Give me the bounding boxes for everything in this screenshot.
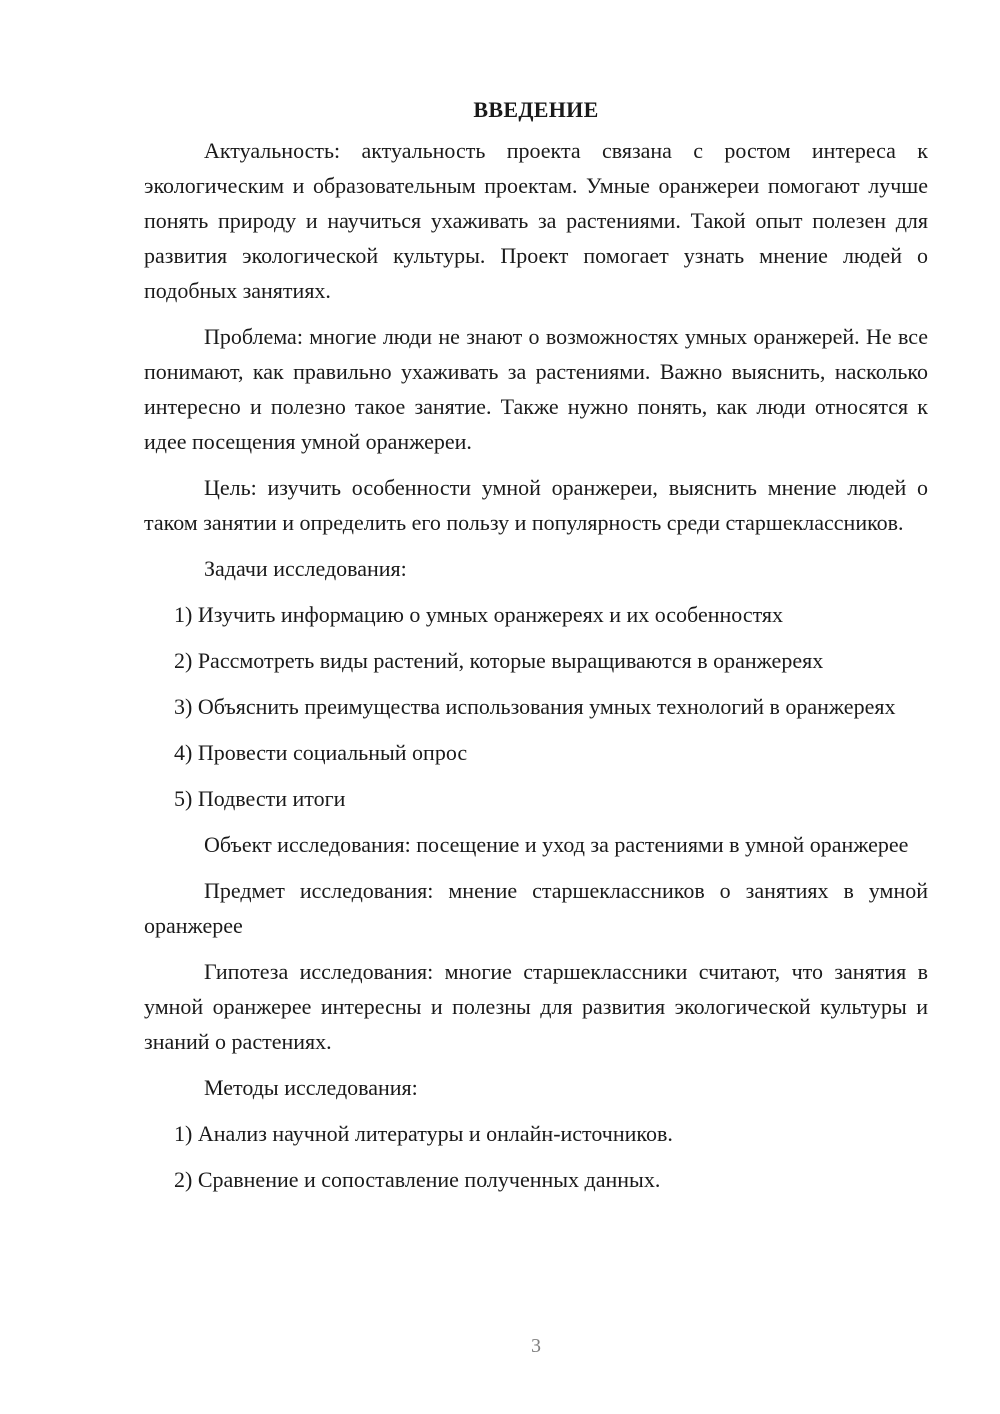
problem-paragraph: Проблема: многие люди не знают о возможностях умных оранжерей. Не все понимают, как правильно ухаживать за растениями. Важно выяснить, насколько интересно и полезно такое занятие. Также нужно понять, как люди относятся к идее посещения умной оранжереи. <box>144 324 928 454</box>
document-page <box>144 92 928 1208</box>
task-item: 5) Подвести итоги <box>174 786 346 811</box>
task-item: 4) Провести социальный опрос <box>174 740 468 765</box>
goal-paragraph: Цель: изучить особенности умной оранжереи, выяснить мнение людей о таком занятии и определить его пользу и популярность среди старшеклассников. <box>144 475 928 535</box>
tasks-heading: Задачи исследования: <box>204 556 407 581</box>
task-item: 2) Рассмотреть виды растений, которые выращиваются в оранжереях <box>174 648 824 673</box>
relevance-paragraph: Актуальность: актуальность проекта связана с ростом интереса к экологическим и образовательным проектам. Умные оранжереи помогают лучше понять природу и научиться ухаживать за растениями. Такой опыт полезен для развития экологической культуры. Проект помогает узнать мнение людей о подобных занятиях. <box>144 138 928 303</box>
page-title: ВВЕДЕНИЕ <box>473 97 599 122</box>
method-item: 1) Анализ научной литературы и онлайн-источников. <box>174 1121 673 1146</box>
object-paragraph: Объект исследования: посещение и уход за растениями в умной оранжерее <box>204 832 909 857</box>
method-item: 2) Сравнение и сопоставление полученных данных. <box>174 1167 661 1192</box>
task-item: 1) Изучить информацию о умных оранжереях и их особенностях <box>174 602 784 627</box>
hypothesis-paragraph: Гипотеза исследования: многие старшеклассники считают, что занятия в умной оранжерее интересны и полезны для развития экологической культуры и знаний о растениях. <box>144 959 928 1054</box>
methods-heading: Методы исследования: <box>204 1075 418 1100</box>
subject-paragraph: Предмет исследования: мнение старшеклассников о занятиях в умной оранжерее <box>144 878 928 938</box>
page-number: 3 <box>531 1335 541 1357</box>
task-item: 3) Объяснить преимущества использования умных технологий в оранжереях <box>174 694 896 719</box>
